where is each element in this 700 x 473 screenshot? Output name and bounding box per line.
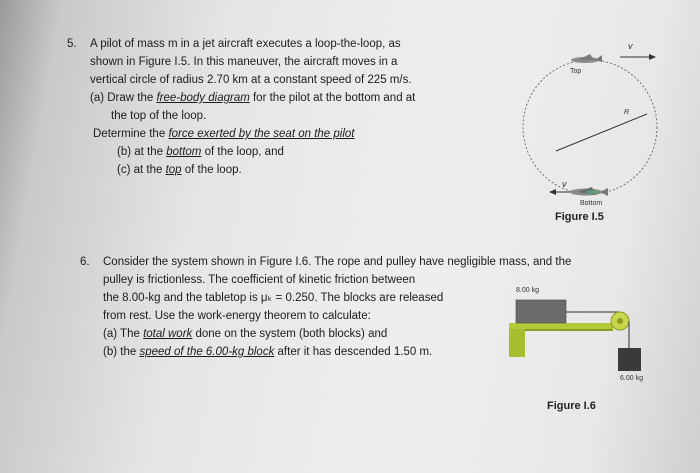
problem-6-line-1: Consider the system shown in Figure I.6. The rope and pulley have negligible mass, and the	[103, 256, 572, 268]
seat-force-link[interactable]: force exerted by the seat on the pilot	[168, 128, 355, 140]
tabletop	[509, 323, 613, 329]
velocity-top-label: v	[628, 41, 633, 51]
mass-6kg-label: 6.00 kg	[620, 375, 643, 382]
problem-5-determine: Determine the force exerted by the seat on the pilot	[93, 128, 355, 140]
problem-6-line-2: pulley is frictionless. The coefficient of kinetic friction between	[103, 274, 416, 286]
bottom-label: Bottom	[580, 200, 603, 207]
block-6kg	[618, 348, 641, 371]
mass-8kg-label: 8.00 kg	[516, 287, 539, 294]
top-link[interactable]: top	[165, 164, 182, 176]
problem-5-part-a-continued: the top of the loop.	[111, 110, 207, 122]
bottom-link[interactable]: bottom	[166, 146, 202, 158]
problem-5-number: 5.	[67, 38, 77, 50]
speed-link[interactable]: speed of the 6.00-kg block	[139, 346, 275, 358]
problem-6-number: 6.	[80, 256, 90, 268]
free-body-diagram-link[interactable]: free-body diagram	[156, 92, 250, 104]
radius-label: R	[624, 109, 630, 116]
figure-6-caption: Figure I.6	[547, 400, 596, 412]
total-work-link[interactable]: total work	[143, 328, 193, 340]
pulley-icon	[611, 312, 629, 330]
problem-6-line-4: from rest. Use the work-energy theorem to calculate:	[103, 310, 371, 322]
figure-5-caption: Figure I.5	[555, 211, 604, 223]
problem-5-part-c: (c) at the top of the loop.	[117, 164, 242, 176]
problem-5-line-3: vertical circle of radius 2.70 km at a constant speed of 225 m/s.	[90, 74, 412, 86]
problem-5-line-2: shown in Figure I.5. In this maneuver, the aircraft moves in a	[90, 56, 398, 68]
problem-6-part-a: (a) The total work done on the system (both blocks) and	[103, 328, 388, 340]
top-label: Top	[570, 68, 582, 75]
problem-6-part-b: (b) the speed of the 6.00-kg block after it has descended 1.50 m.	[103, 346, 433, 358]
problem-6-line-3: the 8.00-kg and the tabletop is μₖ = 0.250. The blocks are released	[103, 292, 444, 304]
block-8kg	[516, 300, 566, 323]
table-leg	[509, 329, 525, 357]
problem-5-line-1: A pilot of mass m in a jet aircraft executes a loop-the-loop, as	[90, 38, 401, 50]
velocity-bottom-label: v	[562, 179, 567, 189]
problem-5-part-a: (a) Draw the free-body diagram for the pilot at the bottom and at	[90, 92, 416, 104]
problem-5-part-b: (b) at the bottom of the loop, and	[117, 146, 284, 158]
